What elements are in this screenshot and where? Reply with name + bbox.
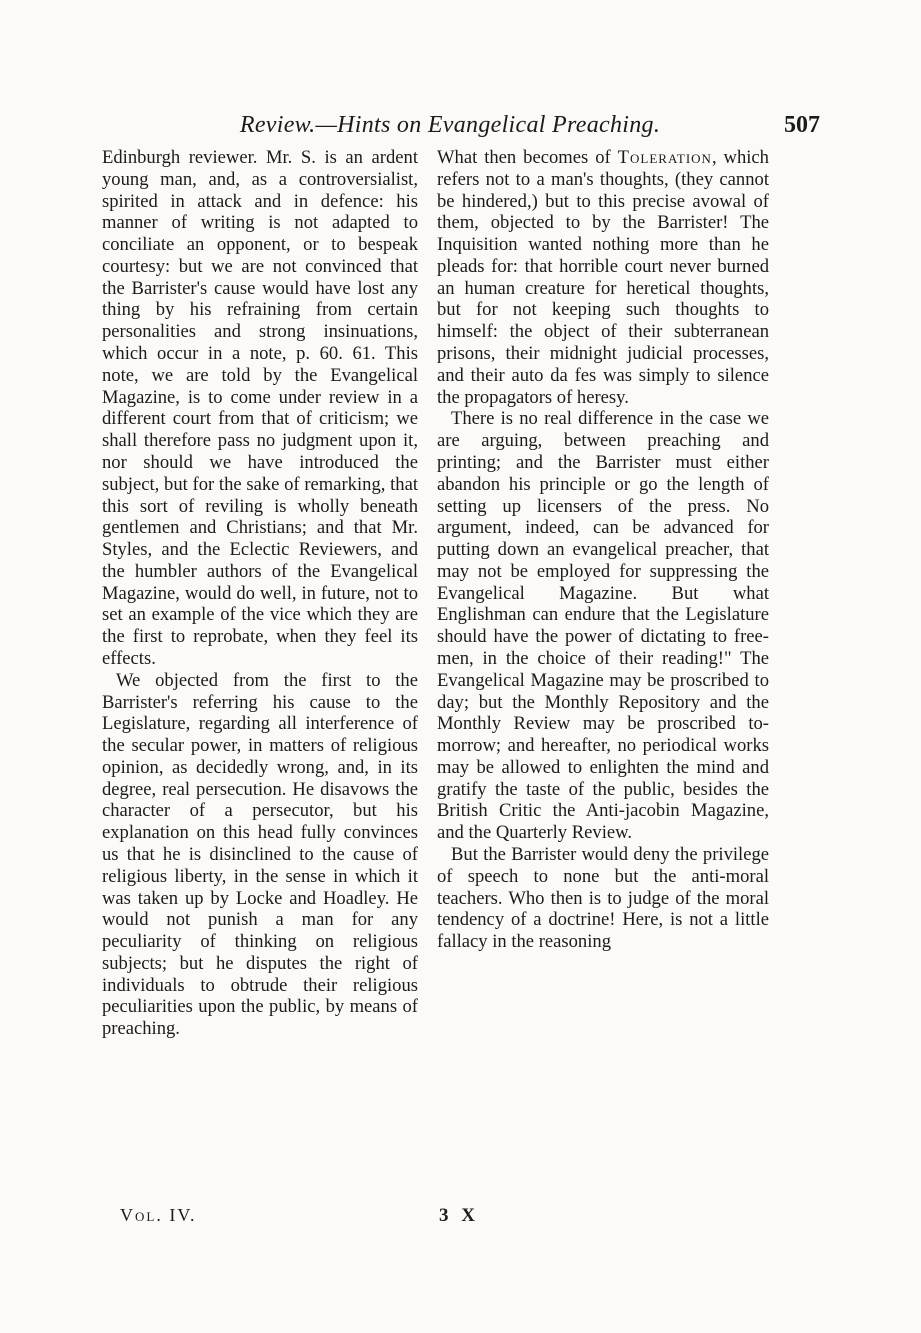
right-paragraph-1-lead: What then becomes of [437, 147, 618, 168]
right-paragraph-1 [437, 147, 769, 408]
page-number: 507 [784, 112, 820, 138]
left-column [102, 147, 418, 1040]
right-column [437, 147, 769, 953]
running-head [100, 112, 820, 152]
left-paragraph-2: We objected from the first to the Barrister's referring his cause to the Legislature, regarding all interference of the secular power, in matters of religious opinion, as decidedly wrong, and, in its degree, real persecution. He disavows the character of a persecutor, but his explanation on this head fully convinces us that he is disinclined to the cause of religious liberty, in the sense in which it was taken up by Locke and Hoadley. He would not punish a man for any peculiarity of thinking on religious subjects; but he disputes the right of individuals to obtrude their religious peculiarities upon the public, by means of preaching. [102, 669, 418, 1040]
right-paragraph-2: There is no real difference in the case we are arguing, between preaching and printing; and the Barrister must either abandon his principle or go the length of setting up licensers of the press. No argument, indeed, can be advanced for putting down an evangelical preacher, that may not be employed for suppressing the Evangelical Magazine. But what Englishman can endure that the Legislature should have the power of dictating to free-men, in the choice of their reading!" The Evangelical Magazine may be proscribed to day; but the Monthly Repository and the Monthly Review may be proscribed to-morrow; and hereafter, no periodical works may be allowed to enlighten the mind and gratify the taste of the public, besides the British Critic the Anti-jacobin Magazine, and the Quarterly Review. [437, 408, 769, 844]
left-paragraph-1: Edinburgh reviewer. Mr. S. is an ardent young man, and, as a controversialist, spirited in attack and in defence: his manner of writing is not adapted to conciliate an opponent, or to bespeak courtesy: but we are not convinced that the Barrister's cause would have lost any thing by his refraining from certain personalities and strong insinuations, which occur in a note, p. 60. 61. This note, we are told by the Evangelical Magazine, is to come under review in a different court from that of criticism; we shall therefore pass no judgment upon it, nor should we have introduced the subject, but for the sake of remarking, that this sort of reviling is wholly beneath gentlemen and Christians; and that Mr. Styles, and the Eclectic Reviewers, and the humbler authors of the Evangelical Magazine, would do well, in future, not to set an example of the vice which they are the first to reprobate, when they feel its effects. [102, 147, 418, 669]
right-paragraph-3: But the Barrister would deny the privilege of speech to none but the anti-moral teachers. Who then is to judge of the moral tendency of a doctrine! Here, is not a little fallacy in the reasoning [437, 844, 769, 953]
running-head-title: Review.—Hints on Evangelical Preaching. [239, 112, 661, 138]
signature-mark: 3 X [439, 1205, 479, 1226]
volume-mark: Vol. IV. [120, 1205, 197, 1225]
right-paragraph-1-rest: , which refers not to a man's thoughts, (they cannot be hindered,) but to this precise avowal of them, objected to by the Barrister! The Inquisition wanted nothing more than he pleads for: that horrible court never burned an human creature for heretical thoughts, but for not keeping such thoughts to himself: the object of their subterranean prisons, their midnight judicial processes, and their auto da fes was simply to silence the propagators of heresy. [437, 147, 769, 408]
toleration-smallcaps: Toleration [617, 147, 712, 168]
